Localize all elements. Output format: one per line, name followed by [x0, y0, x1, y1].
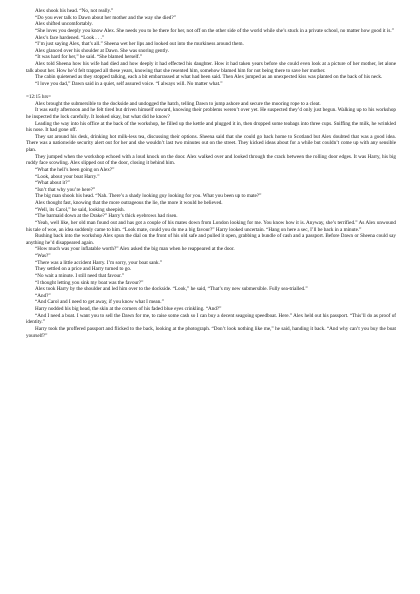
- paragraph: “What the hell’s been going on Alex?”: [35, 166, 115, 173]
- paragraph: Harry nodded his big head, the skin at the corners of his faded blue eyes crinkling. “And?”: [35, 306, 222, 313]
- paragraph: Leading the way into his office at the back of the workshop, he filled up the kettle and plugged it in, then dropped some teabags into three cups. Sniffing the milk, he wrinkled his nose. It had gone off.: [26, 120, 396, 134]
- paragraph: “I love you dad,” Dawn said in a quiet, self assured voice. “I always will. No matter what.”: [35, 80, 223, 87]
- paragraph: The cabin quietened as they stopped talking, each a bit embarrassed at what had been said. Then Alex jumped as an unexpected kiss was planted on the back of his neck.: [35, 74, 383, 81]
- paragraph: They jumped when the workshop echoed with a loud knock on the door. Alex walked over and looked through the crack between the rolling door edges. It was Harry, his big ruddy face scowling. Alex slipped out of the door, closing it behind him.: [26, 153, 396, 167]
- paragraph: They sat around his desk, drinking hot milk-less tea, discussing their options. Sheena said that she could go back home to Scotland but Alex doubted that was a good idea. There was a nationwide security alert out for her and she wouldn’t last two minutes out on the street. They kicked ideas about for a while but couldn’t come up with any sensible plan.: [26, 133, 396, 154]
- paragraph: “How much was your inflatable worth?” Alex asked the big man when he reappeared at the door.: [35, 246, 235, 253]
- paragraph: Alex shook his head. “No, not really.”: [35, 8, 114, 14]
- paragraph: “There was a little accident Harry. I’m sorry, your boat sank.”: [35, 259, 163, 266]
- paragraph: Alex thought fast, knowing that the more outrageous the lie, the more it would be believed.: [35, 200, 223, 207]
- paragraph: Alex brought the submersible to the dockside and undogged the hatch, telling Dawn to jump ashore and secure the mooring rope to a cleat.: [35, 100, 321, 107]
- paragraph: It was early afternoon and he felt tired but driven himself onward, knowing their problems weren’t over yet. He suspected they’d only just begun. Walking up to his workshop he inspected the lock carefully. It looked okay, but what did he know?: [26, 107, 396, 120]
- paragraph: “I thought letting you sink my boat was the favour?”: [35, 279, 144, 286]
- paragraph: “Yeah, well like, her old man found out and has got a couple of his mates down from London looking for me. You know how it is. Anyway, she’s terrified.” As Alex unwound his tale of woe, an idea suddenly came to him. “Look mate, could you do me a big favour?” Harry looked uncertain. “Hang on here a sec, I’ll be back in a minute.”: [26, 219, 396, 233]
- paragraph: “She loves you deeply you know Alex. She needs you to be there for her, not off on the other side of the world while she’s stuck in a private school, no matter how good it is.”: [35, 27, 394, 34]
- paragraph: Rushing back into the workshop Alex spun the dial on the front of his old safe and pulled it open, grabbing a bundle of cash and a passport. Before Dawn or Sheena could say anything he’d disappeared again.: [26, 233, 396, 246]
- paragraph: Alex shifted uncomfortably.: [35, 21, 93, 28]
- paragraph: “I’m just saying Alex, that’s all.” Sheena wet her lips and looked out into the murkiness around them.: [35, 41, 244, 48]
- section-gap: [26, 88, 396, 95]
- document-body: [26, 8, 396, 339]
- paragraph: “Isn’t that why you’re here?”: [35, 186, 96, 193]
- paragraph: “The barmaid down at the Drake?” Harry’s thick eyebrows had risen.: [35, 213, 178, 220]
- paragraph: “And I need a boat. I want you to sell the Dawn for me, to raise some cash so I can buy a decent seagoing speedboat. Here.” Alex held out his passport. “This’ll do as proof of identity.”: [26, 312, 396, 326]
- paragraph: “Do you ever talk to Dawn about her mother and the way she died?”: [35, 14, 176, 21]
- paragraph: Alex glanced over his shoulder at Dawn. She was snoring gently.: [35, 47, 169, 54]
- paragraph: “And Carol and I need to get away, if you know what I mean.”: [35, 299, 164, 306]
- paragraph: “It was hard for her,” he said. “She blamed herself.”: [35, 54, 143, 61]
- paragraph: They settled on a price and Harry turned to go.: [35, 266, 132, 273]
- paragraph: The big man shook his head. “Nah. There’s a shady looking guy looking for you. What you been up to mate?”: [35, 193, 262, 200]
- paragraph: Alex’s face hardened. “Look . . .”: [35, 34, 105, 41]
- paragraph: “Well, its Carol,” he said, looking sheepish.: [35, 206, 125, 213]
- paragraph: “What about it?”: [35, 180, 70, 187]
- paragraph: Alex took Harry by the shoulder and led him over to the dockside. “Look,” he said, “That’s my new submersible. Fully sea-trialled.”: [35, 286, 308, 293]
- paragraph: Alex told Sheena how his wife had died and how deeply it had effected his daughter. How it had taken years before she could even look at a picture of her mother, let alone talk about her. How he’d felt trapped all these years, knowing that she resented him, somehow blamed him for not being there to save her mother.: [26, 61, 396, 74]
- paragraph: “Look, about your boat Harry.”: [35, 173, 100, 180]
- paragraph: Harry took the proffered passport and flicked to the back, looking at the photograph. “Don’t look nothing like me,” he said, handing it back. “And why can’t you buy the boat yourself?”: [26, 325, 396, 339]
- paragraph: “And?”: [35, 292, 51, 299]
- section-heading: =12:15 hrs=: [26, 94, 52, 101]
- paragraph: “Was?”: [35, 253, 51, 260]
- paragraph: “No wait a minute. I still need that favour.”: [35, 272, 125, 279]
